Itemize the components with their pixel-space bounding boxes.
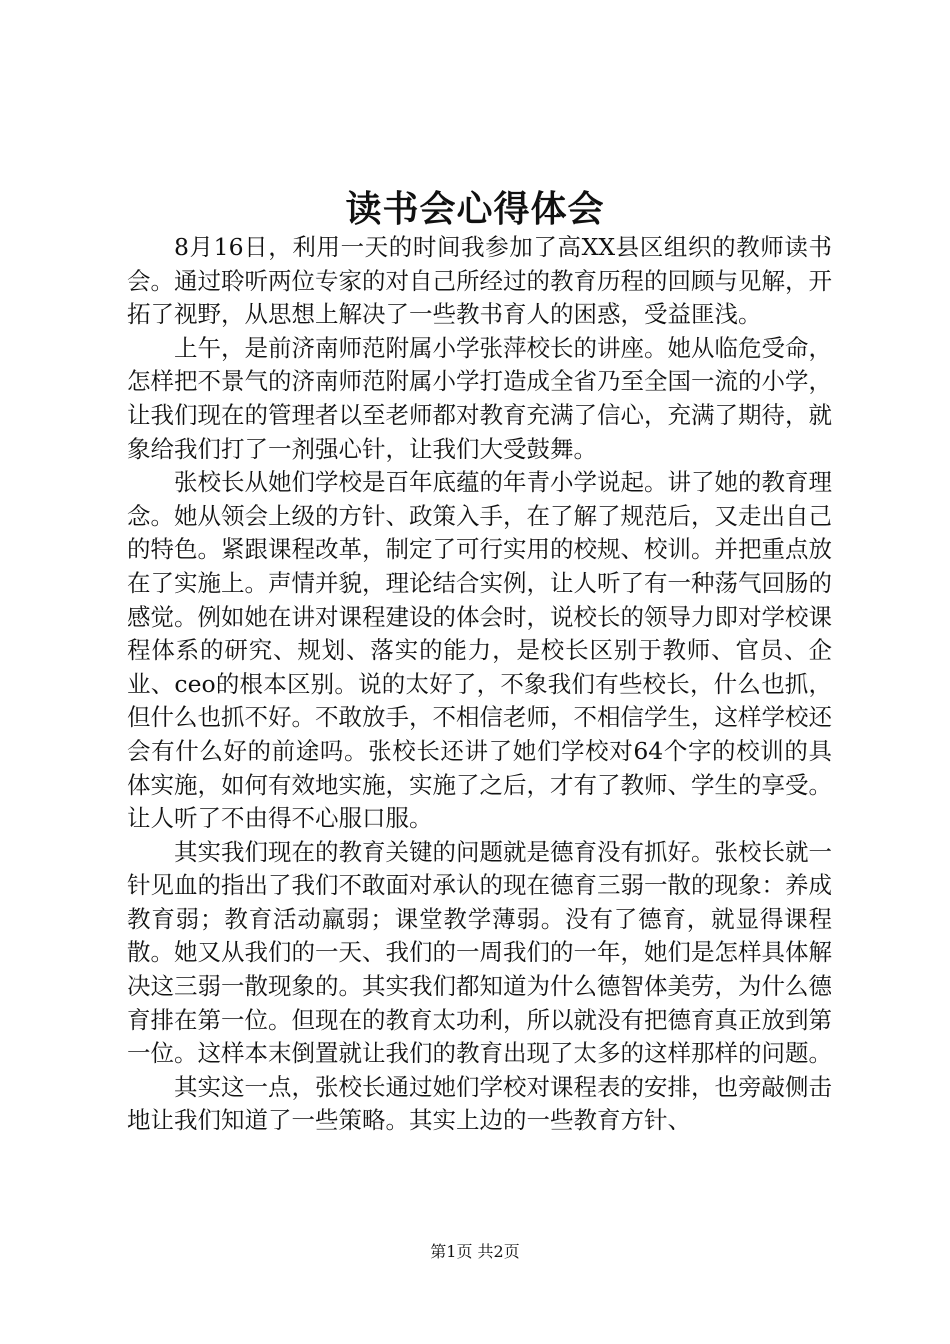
page-number-footer: 第1页 共2页	[430, 1242, 520, 1261]
paragraph: 上午，是前济南师范附属小学张萍校长的讲座。她从临危受命，怎样把不景气的济南师范附属小学打造成全省乃至全国一流的小学，让我们现在的管理者以至老师都对教育充满了信心，充满了期待，就象给我们打了一剂强心针，让我们大受鼓舞。	[127, 333, 832, 463]
paragraph: 其实我们现在的教育关键的问题就是德育没有抓好。张校长就一针见血的指出了我们不敢面对承认的现在德育三弱一散的现象：养成教育弱；教育活动羸弱；课堂教学薄弱。没有了德育，就显得课程散。她又从我们的一天、我们的一周我们的一年，她们是怎样具体解决这三弱一散现象的。其实我们都知道为什么德智体美劳，为什么德育排在第一位。但现在的教育太功利，所以就没有把德育真正放到第一位。这样本末倒置就让我们的教育出现了太多的这样那样的问题。	[127, 837, 832, 1068]
document-body	[127, 231, 832, 1138]
document-title: 读书会心得体会	[345, 188, 605, 230]
paragraph: 8月16日，利用一天的时间我参加了高XX县区组织的教师读书会。通过聆听两位专家的对自己所经过的教育历程的回顾与见解，开拓了视野，从思想上解决了一些教书育人的困惑，受益匪浅。	[127, 233, 832, 329]
paragraph: 张校长从她们学校是百年底蕴的年青小学说起。讲了她的教育理念。她从领会上级的方针、政策入手，在了解了规范后，又走出自己的特色。紧跟课程改革，制定了可行实用的校规、校训。并把重点放在了实施上。声情并貌，理论结合实例，让人听了有一种荡气回肠的感觉。例如她在讲对课程建设的体会时，说校长的领导力即对学校课程体系的研究、规划、落实的能力，是校长区别于教师、官员、企业、ceo的根本区别。说的太好了，不象我们有些校长，什么也抓，但什么也抓不好。不敢放手，不相信老师，不相信学生，这样学校还会有什么好的前途吗。张校长还讲了她们学校对64个字的校训的具体实施，如何有效地实施，实施了之后，才有了教师、学生的享受。让人听了不由得不心服口服。	[127, 468, 832, 833]
paragraph: 其实这一点，张校长通过她们学校对课程表的安排，也旁敲侧击地让我们知道了一些策略。其实上边的一些教育方针、	[127, 1072, 832, 1135]
